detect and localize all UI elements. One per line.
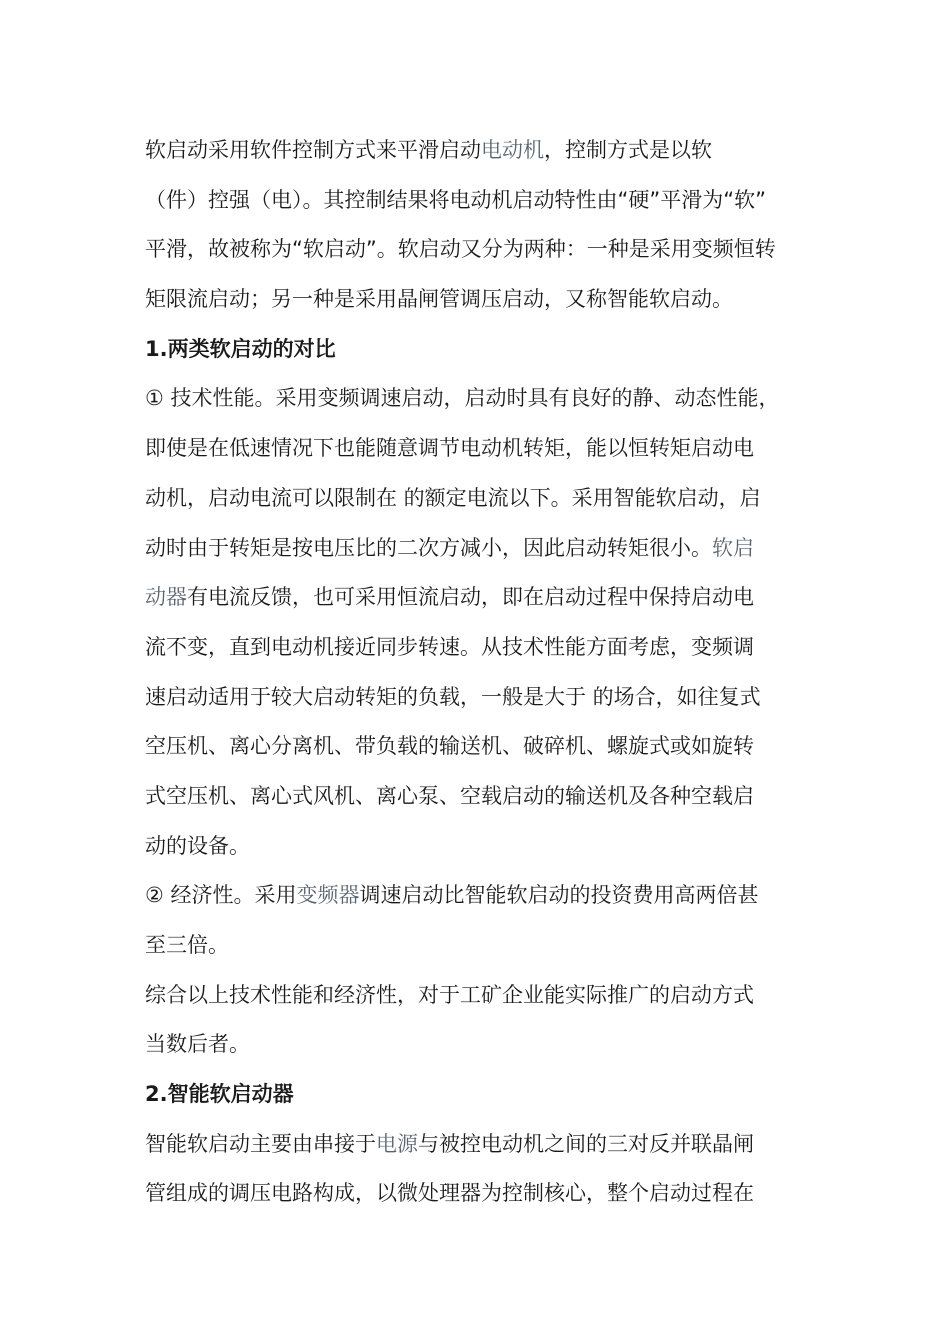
- text-line: [145, 474, 835, 524]
- text-segment: 式空压机、离心式风机、离心泵、空载启动的输送机及各种空载启: [145, 783, 754, 808]
- text-line: [145, 374, 835, 424]
- text-segment: （件）控强（电）。其控制结果将电动机启动特性由“硬”平滑为“软”: [145, 187, 767, 212]
- text-line: [145, 1120, 835, 1170]
- text-segment: 与被控电动机之间的三对反并联晶闸: [418, 1131, 754, 1156]
- text-line: [145, 275, 835, 325]
- text-segment: 即使是在低速情况下也能随意调节电动机转矩，能以恒转矩启动电: [145, 436, 754, 461]
- text-line: [145, 722, 835, 772]
- text-segment: 至三倍。: [145, 933, 229, 957]
- term-link[interactable]: 动器: [145, 585, 187, 610]
- text-line: [145, 126, 835, 176]
- text-segment: 软启动采用软件控制方式来平滑启动: [145, 138, 481, 162]
- text-line: [145, 921, 835, 971]
- text-line: [145, 871, 835, 921]
- text-segment: 智能软启动主要由串接于: [145, 1131, 376, 1156]
- text-line: [145, 822, 835, 872]
- term-link[interactable]: 电源: [376, 1131, 418, 1156]
- text-line: [145, 424, 835, 474]
- text-line: [145, 176, 835, 226]
- text-segment: 1.两类软启动的对比: [145, 336, 336, 361]
- text-line: [145, 1020, 835, 1070]
- text-segment: 平滑，故被称为“软启动”。软启动又分为两种：一种是采用变频恒转: [145, 237, 776, 262]
- text-line: [145, 524, 835, 574]
- document-body: [145, 126, 835, 1219]
- text-segment: 调速启动比智能软启动的投资费用高两倍甚: [359, 883, 759, 908]
- text-line: [145, 673, 835, 723]
- term-link[interactable]: 变频器: [296, 883, 360, 908]
- text-line: [145, 225, 835, 275]
- text-segment: 流不变，直到电动机接近同步转速。从技术性能方面考虑，变频调: [145, 634, 754, 659]
- section-heading: [145, 1070, 835, 1120]
- text-line: [145, 971, 835, 1021]
- text-segment: 管组成的调压电路构成，以微处理器为控制核心，整个启动过程在: [145, 1181, 754, 1206]
- text-segment: ，控制方式是以软: [544, 138, 712, 162]
- text-segment: 综合以上技术性能和经济性，对于工矿企业能实际推广的启动方式: [145, 982, 754, 1007]
- text-line: [145, 772, 835, 822]
- text-line: [145, 623, 835, 673]
- term-link[interactable]: 软启: [712, 535, 754, 560]
- text-segment: 动的设备。: [145, 833, 250, 858]
- text-segment: 速启动适用于较大启动转矩的负载，一般是大于 的场合，如往复式: [145, 684, 761, 709]
- text-segment: 2.智能软启动器: [145, 1082, 294, 1107]
- term-link[interactable]: 电动机: [481, 138, 544, 162]
- text-segment: 有电流反馈，也可采用恒流启动，即在启动过程中保持启动电: [187, 585, 754, 610]
- section-heading: [145, 325, 835, 375]
- text-line: [145, 1169, 835, 1219]
- text-segment: 动时由于转矩是按电压比的二次方减小，因此启动转矩很小。: [145, 535, 712, 560]
- text-segment: ② 经济性。采用: [145, 883, 297, 908]
- text-segment: 当数后者。: [145, 1032, 250, 1057]
- text-segment: 空压机、离心分离机、带负载的输送机、破碎机、螺旋式或如旋转: [145, 734, 754, 759]
- text-line: [145, 573, 835, 623]
- text-segment: 动机，启动电流可以限制在 的额定电流以下。采用智能软启动，启: [145, 485, 761, 510]
- text-segment: 矩限流启动；另一种是采用晶闸管调压启动，又称智能软启动。: [145, 287, 733, 312]
- text-segment: ① 技术性能。采用变频调速启动，启动时具有良好的静、动态性能，: [145, 386, 780, 411]
